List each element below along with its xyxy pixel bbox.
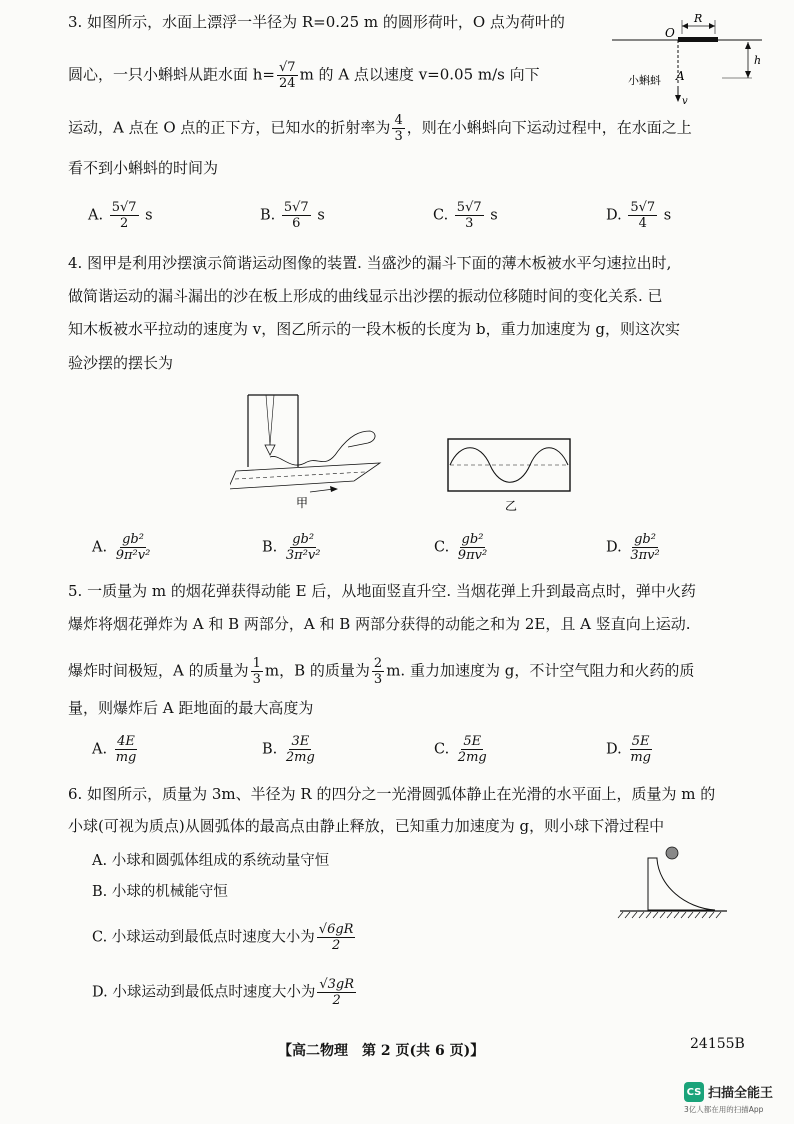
q6-option-d: D. 小球运动到最低点时速度大小为 $\frac{√3gR}{2}$ bbox=[92, 977, 354, 1008]
q4-line1: 4. 图甲是利用沙摆演示简谐运动图像的装置. 当盛沙的漏斗下面的薄木板被水平匀速拉出时, bbox=[68, 254, 672, 272]
watermark-name: 扫描全能王 bbox=[708, 1086, 774, 1101]
q6-line2: 小球(可视为质点)从圆弧体的最高点由静止释放，已知重力加速度为 g，则小球下滑过程中 bbox=[68, 817, 665, 835]
camscanner-logo-icon: CS bbox=[684, 1082, 704, 1102]
label-o: O bbox=[665, 26, 675, 40]
q5-option-c: C. $\frac{5E}{2mg}$ bbox=[434, 734, 487, 765]
wooden-board bbox=[230, 463, 380, 489]
q4-line3: 知木板被水平拉动的速度为 v，图乙所示的一段木板的长度为 b，重力加速度为 g，则这次实 bbox=[68, 320, 680, 338]
q4-option-d: D. $\frac{\text{gb²}}{\text{3πv²}}$ bbox=[606, 532, 660, 563]
q4-option-a: A. $\frac{\text{gb²}}{\text{9π²v²}}$ bbox=[92, 532, 151, 563]
q6-line1: 6. 如图所示，质量为 3m、半径为 R 的四分之一光滑圆弧体静止在光滑的水平面上，质量为 m 的 bbox=[68, 785, 716, 803]
q3-figure bbox=[612, 6, 772, 106]
label-a: A bbox=[676, 69, 685, 83]
lily-pad bbox=[678, 37, 718, 42]
watermark-sub: 3亿人都在用的扫描App bbox=[684, 1105, 764, 1114]
q4-figure-yi bbox=[445, 436, 575, 516]
q5-option-a: A. $\frac{4E}{mg}$ bbox=[92, 734, 137, 765]
q4-line4: 验沙摆的摆长为 bbox=[68, 354, 174, 372]
q5-option-d: D. $\frac{5E}{mg}$ bbox=[606, 734, 651, 765]
q5-option-b: B. $\frac{3E}{2mg}$ bbox=[262, 734, 315, 765]
label-tadpole: 小蝌蚪 bbox=[628, 74, 661, 87]
q3-option-d: D. $\frac{5√7}{4}$ s bbox=[606, 200, 672, 231]
q4-option-b: B. $\frac{\text{gb²}}{\text{3π²v²}}$ bbox=[262, 532, 321, 563]
q6-option-a: A. 小球和圆弧体组成的系统动量守恒 bbox=[92, 853, 330, 869]
sand-funnel bbox=[265, 445, 275, 455]
q3-line2: 圆心，一只小蝌蚪从距水面 h= $\frac{√7}{24}$ m 的 A 点以速度 v=0.05 m/s 向下 bbox=[68, 60, 540, 91]
q5-line4: 量，则爆炸后 A 距地面的最大高度为 bbox=[68, 699, 314, 717]
q4-option-c: C. $\frac{\text{gb²}}{\text{9πv²}}$ bbox=[434, 532, 488, 563]
small-ball bbox=[666, 847, 678, 859]
q3-option-c: C. $\frac{5√7}{3}$ s bbox=[433, 200, 498, 231]
q5-line3: 爆炸时间极短，A 的质量为 $\frac{1}{3}$ m，B 的质量为 $\frac{2}{3}$ m. 重力加速度为 g，不计空气阻力和火药的质 bbox=[68, 656, 695, 687]
q3-line3: 运动，A 点在 O 点的正下方，已知水的折射率为 $\frac{4}{3}$ ，则在小蝌蚪向下运动过程中，在水面之上 bbox=[68, 113, 692, 144]
q3-option-b: B. $\frac{5√7}{6}$ s bbox=[260, 200, 325, 231]
q5-line2: 爆炸将烟花弹炸为 A 和 B 两部分，A 和 B 两部分获得的动能之和为 2E，且 A 竖直向上运动. bbox=[68, 615, 691, 633]
q3-line4: 看不到小蝌蚪的时间为 bbox=[68, 159, 219, 177]
paper-code: 24155B bbox=[690, 1036, 745, 1052]
label-v: v bbox=[682, 96, 688, 106]
q4-figure-jia bbox=[230, 385, 390, 510]
q4-line2: 做简谐运动的漏斗漏出的沙在板上形成的曲线显示出沙摆的振动位移随时间的变化关系. 已 bbox=[68, 287, 663, 305]
q5-line1: 5. 一质量为 m 的烟花弹获得动能 E 后，从地面竖直升空. 当烟花弹上升到最高点时，弹中火药 bbox=[68, 582, 696, 600]
q6-option-b: B. 小球的机械能守恒 bbox=[92, 884, 228, 900]
q3-line1: 3. 如图所示，水面上漂浮一半径为 R=0.25 m 的圆形荷叶，O 点为荷叶的 bbox=[68, 13, 565, 31]
hand bbox=[338, 431, 375, 451]
label-h: h bbox=[754, 54, 762, 67]
label-jia: 甲 bbox=[296, 496, 309, 510]
label-yi: 乙 bbox=[505, 499, 518, 513]
arc-body bbox=[648, 858, 715, 910]
q6-option-c: C. 小球运动到最低点时速度大小为 $\frac{√6gR}{2}$ bbox=[92, 922, 354, 953]
q6-figure bbox=[615, 838, 735, 923]
label-r: R bbox=[694, 12, 703, 25]
page-footer: 【高二物理 第 2 页(共 6 页)】 bbox=[278, 1043, 485, 1059]
q3-option-a: A. $\frac{5√7}{2}$ s bbox=[88, 200, 153, 231]
